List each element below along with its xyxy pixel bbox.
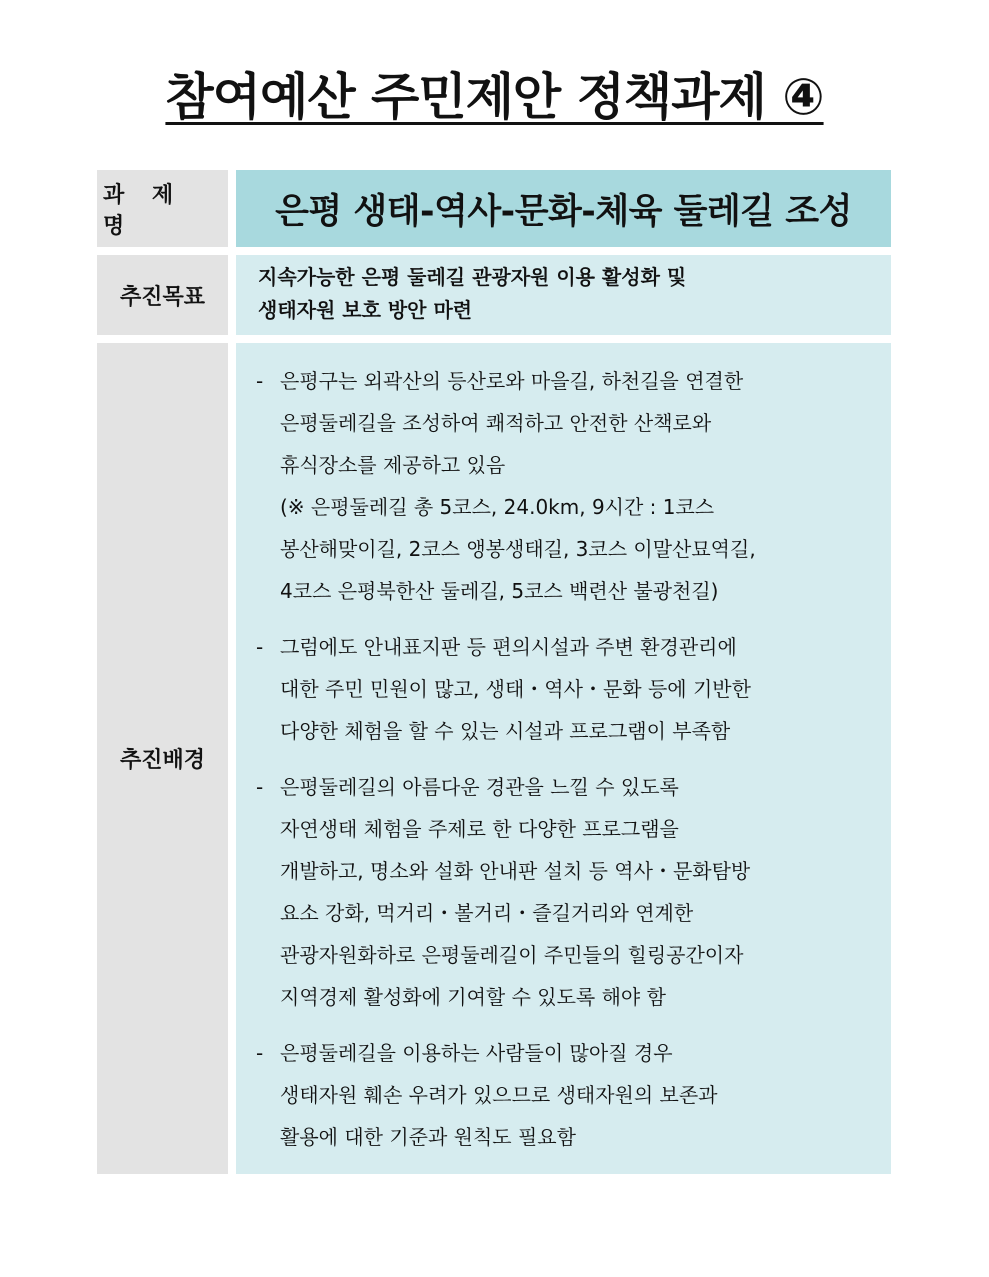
bullet-line: 자연생태 체험을 주제로 한 다양한 프로그램을 [280,817,679,841]
page-title-text: 참여예산 주민제안 정책과제 ④ [165,68,824,126]
bullet-line: 4코스 은평북한산 둘레길, 5코스 백련산 불광천길) [280,579,719,603]
goal-line: 생태자원 보호 방안 마련 [258,298,473,322]
background-bullet [256,626,891,752]
background-content [236,343,891,1174]
bullet-line: 봉산해맞이길, 2코스 앵봉생태길, 3코스 이말산묘역길, [280,537,756,561]
bullet-text [280,766,750,1018]
bullet-dash: - [256,775,264,799]
bullet-text [280,626,751,752]
bullet-line: 그럼에도 안내표지판 등 편의시설과 주변 환경관리에 [280,635,737,659]
goal-label: 추진목표 [97,255,228,335]
background-bullet [256,766,891,1018]
bullet-line: (※ 은평둘레길 총 5코스, 24.0km, 9시간 : 1코스 [280,495,715,519]
background-bullet [256,360,891,612]
bullet-line: 지역경제 활성화에 기여할 수 있도록 해야 함 [280,985,666,1009]
bullet-dash: - [256,635,264,659]
goal-content [236,255,891,335]
bullet-line: 다양한 체험을 할 수 있는 시설과 프로그램이 부족함 [280,719,731,743]
goal-line: 지속가능한 은평 둘레길 관광자원 이용 활성화 및 [258,265,687,289]
bullet-line: 관광자원화하로 은평둘레길이 주민들의 힐링공간이자 [280,943,744,967]
bullet-line: 요소 강화, 먹거리・볼거리・즐길거리와 연계한 [280,901,694,925]
bullet-line: 은평둘레길을 이용하는 사람들이 많아질 경우 [280,1041,673,1065]
page-title [0,62,989,132]
background-label: 추진배경 [97,343,228,1174]
bullet-line: 활용에 대한 기준과 원칙도 필요함 [280,1125,576,1149]
bullet-line: 생태자원 훼손 우려가 있으므로 생태자원의 보존과 [280,1083,718,1107]
bullet-line: 대한 주민 민원이 많고, 생태・역사・문화 등에 기반한 [280,677,751,701]
bullet-text [280,360,756,612]
task-name-label: 과 제 명 [97,170,228,247]
bullet-line: 은평둘레길을 조성하여 쾌적하고 안전한 산책로와 [280,411,712,435]
bullet-text [280,1032,718,1158]
background-bullet [256,1032,891,1158]
bullet-line: 은평구는 외곽산의 등산로와 마을길, 하천길을 연결한 [280,369,744,393]
task-name-value: 은평 생태-역사-문화-체육 둘레길 조성 [236,170,891,247]
bullet-dash: - [256,369,264,393]
bullet-line: 휴식장소를 제공하고 있음 [280,453,506,477]
bullet-line: 은평둘레길의 아름다운 경관을 느낄 수 있도록 [280,775,679,799]
bullet-dash: - [256,1041,264,1065]
bullet-line: 개발하고, 명소와 설화 안내판 설치 등 역사・문화탐방 [280,859,751,883]
